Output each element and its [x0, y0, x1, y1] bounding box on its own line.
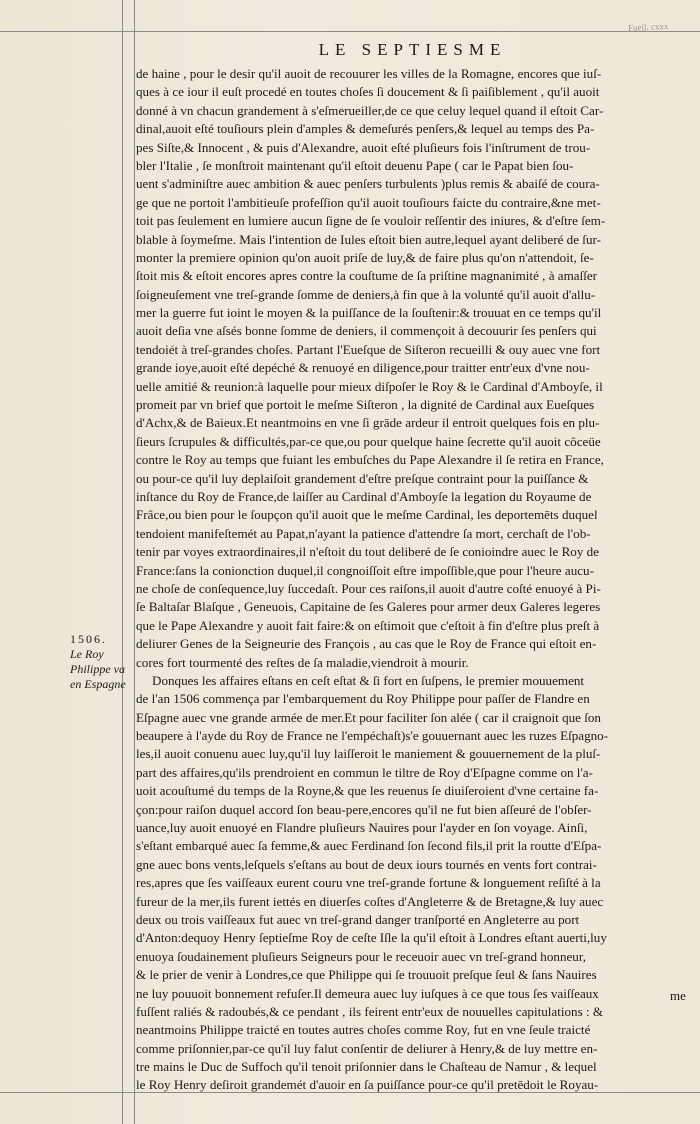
text-line: fureur de la mer,ils furent iettés en diuerſes coſtes d'Angleterre & de Bretagne,& luy auec: [136, 893, 604, 909]
margin-note-line: Philippe va: [70, 662, 125, 676]
text-line: le Roy Henry deſiroit grandemét d'auoir en ſa puiſſance pour-ce qu'il pretēdoit le Royau-: [136, 1077, 599, 1093]
text-line: Eſpagne auec vne grande armée de mer.Et pour faciliter ſon alée ( car il craignoit que ſon: [136, 709, 601, 725]
text-line: bler l'Italie , ſe monſtroit maintenant qu'il eſtoit deuenu Pape ( car le Papat bien ſou-: [136, 157, 574, 173]
text-line: ou pour-ce qu'il luy deplaiſoit grandement d'eſtre preſque contraint pour la puiſſance &: [136, 470, 589, 486]
text-line: fuſſent raliés & radoubés,& ce pendant , ils feirent entr'eux de nouuelles capitulations : &: [136, 1003, 604, 1019]
text-line: res,apres que ſes vaiſſeaux eurent couru vne treſ-grande fortune & longuement reſiſté à la: [136, 875, 601, 891]
text-line: que le Pape Alexandre y auoit fait faire:& on eſtimoit que c'eſtoit à fin d'eſtre plus preſt à: [136, 617, 600, 633]
margin-note-line: en Espagne: [70, 677, 126, 691]
text-line: les,il auoit conuenu auec luy,qu'il luy laiſſeroit le maniement & gouuernement de la pluſ-: [136, 746, 601, 762]
text-line: inſtance du Roy de France,de laiſſer au Cardinal d'Amboyſe la legation du Royaume de: [136, 488, 592, 504]
margin-rule-left: [122, 0, 123, 1124]
text-line: blable à ſoymeſme. Mais l'intention de Iules eſtoit bien autre,lequel ayant deliberé de ſur-: [136, 231, 601, 247]
text-line: ſe Baltaſar Blaſque , Geneuois, Capitaine de ſes Galeres pour armer deux Galeres legeres: [136, 599, 601, 615]
text-line: ge que ne portoit l'ambitieuſe profeſſion qu'il auoit touſiours faicte du contraire,&ne met-: [136, 194, 601, 210]
header-rule: [0, 31, 700, 32]
text-line: uent s'adminiſtre auec ambition & auec penſers turbulents )plus remis & abaiſé de coura-: [136, 176, 600, 192]
text-line: enuoya ſoudainement pluſieurs Seigneurs pour le receuoir auec vn treſ-grand honneur,: [136, 948, 586, 964]
text-line: cores fort tourmenté des reſtes de ſa maladie,viendroit à mourir.: [136, 654, 469, 670]
text-line: de l'an 1506 commença par l'embarquement du Roy Philippe pour paſſer de Flandre en: [136, 691, 590, 707]
text-line: dinal,auoit eſté touſiours plein d'amples & demeſurés penſers,& lequel au temps des Pa-: [136, 121, 595, 137]
text-line: grande ioye,auoit eſté depéché & renuoyé en diligence,pour traitter entr'eux d'vne nou-: [136, 360, 590, 376]
text-line: uoit acouſtumé du temps de la Royne,& que les reuenus ſe diuiſeroient d'vne certaine fa-: [136, 783, 599, 799]
text-line: ne luy pouuoit bonnement refuſer.Il demeura auec luy iuſques à ce que tous ſes vaiſſeaux: [136, 985, 599, 1001]
text-line: tendoiét à treſ-grandes choſes. Partant l'Eueſque de Siſteron recueilli & ouy auec vne fort: [136, 341, 601, 357]
text-line: uelle amitié & reunion:à laquelle pour mieux diſpoſer le Roy & le Cardinal d'Amboyſe, il: [136, 378, 603, 394]
text-line: gne auec bons vents,leſquels s'eſtans au bout de deux iours tournés en vents fort contrai-: [136, 856, 597, 872]
text-line: part des affaires,qu'ils prendroient en commun le tiltre de Roy d'Eſpagne comme on l'a-: [136, 764, 593, 780]
text-line: mer la guerre fut ioint le moyen & la puiſſance de la ſouſtenir:& trouuat en ce temps qu'il: [136, 305, 602, 321]
catchword: me: [670, 988, 686, 1003]
text-line: promeit par vn brief que portoit le meſme Siſteron , la dignité de Cardinal aux Eueſques: [136, 397, 595, 413]
text-line: auoit deſia vne aſsés bonne ſomme de deniers, il commençoit à decouurir ſes penſers qui: [136, 323, 597, 339]
text-line: ne choſe de conſequence,luy ſuccedaſt. Pour ces raiſons,il auoit d'autre coſté enuoyé à Pi-: [136, 580, 601, 596]
text-line: tre mains le Duc de Suffoch qu'il tenoit priſonnier dans le Chaſteau de Namur , & lequel: [136, 1059, 597, 1075]
text-line: monter la premiere opinion qu'on auoit priſe de luy,& de faire plus qu'on n'attendoit, ſe-: [136, 249, 594, 265]
text-line: neantmoins Philippe traicté en toutes autres choſes comme Roy, fut en vne ſeule traicté: [136, 1022, 591, 1038]
text-line: ſieurs ſcrupules & difficultés,par-ce que,ou pour quelque haine ſecrette qu'il auoit côceüe: [136, 433, 601, 449]
text-line: beaupere à l'ayde du Roy de France ne l'empéchaſt)s'e gouuernant auec les ruzes Eſpagno-: [136, 728, 609, 744]
text-line: çon:pour raiſon duquel accord ſon beau-pere,encores qu'il ne fut bien aſſeuré de l'obſer-: [136, 801, 592, 817]
text-line: de haine , pour le desir qu'il auoit de recouurer les villes de la Romagne, encores que iuſ-: [136, 66, 602, 81]
text-line: France:ſans la conionction duquel,il congnoiſſoit eſtre impoſſible,que pour l'heure aucu-: [136, 562, 594, 578]
text-line: pes Siſte,& Innocent , & puis d'Alexandre, auoit eſté pluſieurs fois l'inſtrument de trou-: [136, 139, 591, 155]
text-line: deliurer Genes de la Seigneurie des François , au cas que le Roy de France qui eſtoit en-: [136, 636, 597, 652]
running-title: LE SEPTIESME: [318, 40, 507, 59]
text-line: ſoigneuſement vne treſ-grande ſomme de deniers,à fin que à la volunté qu'il auoit d'allu-: [136, 286, 596, 302]
margin-note-line: Le Roy: [70, 647, 104, 661]
text-line: d'Achx,& de Baieux.Et neantmoins en vne ſi grāde ardeur il entroit quelques fois en plu-: [136, 415, 600, 431]
text-line: Frâce,ou bien pour le ſoupçon qu'il auoit que le meſme Cardinal, les deportemēts duquel: [136, 507, 598, 523]
text-line: Donques les affaires eſtans en ceſt eſtat & ſi fort en ſuſpens, le premier mouuement: [152, 672, 585, 688]
text-line: deux ou trois vaiſſeaux fut auec vn treſ-grand danger tranſporté en Angleterre au port: [136, 911, 580, 927]
text-line: ques à ce iour il euſt procedé en toutes choſes ſi doucement & ſi paiſiblement , qu'il auoit: [136, 84, 600, 100]
text-line: uance,luy auoit enuoyé en Flandre pluſieurs Nauires pour l'ayder en ſon voyage. Ainſi,: [136, 820, 588, 836]
margin-note: [70, 632, 134, 692]
margin-note-year: 1506.: [70, 632, 107, 646]
text-line: tendoient manifeſtemét au Papat,n'ayant la patience d'attendre ſa mort, cerchaſt de l'ob-: [136, 525, 591, 541]
margin-rule-inner: [134, 0, 135, 1124]
text-line: toit pas ſeulement en lumiere aucun ſigne de ſe vouloir reſſentir des iniures, & d'eſtre ſem-: [136, 213, 606, 229]
text-line: comme priſonnier,par-ce qu'il luy falut conſentir de deliurer à Henry,& de luy mettre en-: [136, 1040, 598, 1056]
text-line: tenir par voyes extraordinaires,il n'eſtoit du tout deliberé de ſe conioindre auec le Roy de: [136, 544, 600, 560]
text-line: d'Anton:dequoy Henry ſeptieſme Roy de ceſte Iſle la qu'il eſtoit à Londres eſtant auerti,luy: [136, 930, 607, 946]
text-line: s'eſtant embarqué auec ſa femme,& auec Ferdinand ſon ſecond fils,il prit la routte d'Eſpa-: [136, 838, 602, 854]
folio-number: Fueil. cxxx: [627, 20, 669, 34]
text-line: & le prier de venir à Londres,ce que Philippe qui ſe trouuoit preſque ſeul & ſans Nauires: [136, 967, 597, 983]
body-text: [136, 65, 693, 1095]
text-line: contre le Roy au temps que fuiant les embuſches du Pape Alexandre il ſe retira en France,: [136, 452, 604, 468]
text-line: ſtoit mis & eſtoit encores apres contre la couſtume de ſa priſtine magnanimité , à amaſſer: [136, 268, 598, 284]
text-line: donné à vn chacun grandement à s'eſmerueiller,de ce que celuy lequel quand il eſtoit Car-: [136, 102, 604, 118]
